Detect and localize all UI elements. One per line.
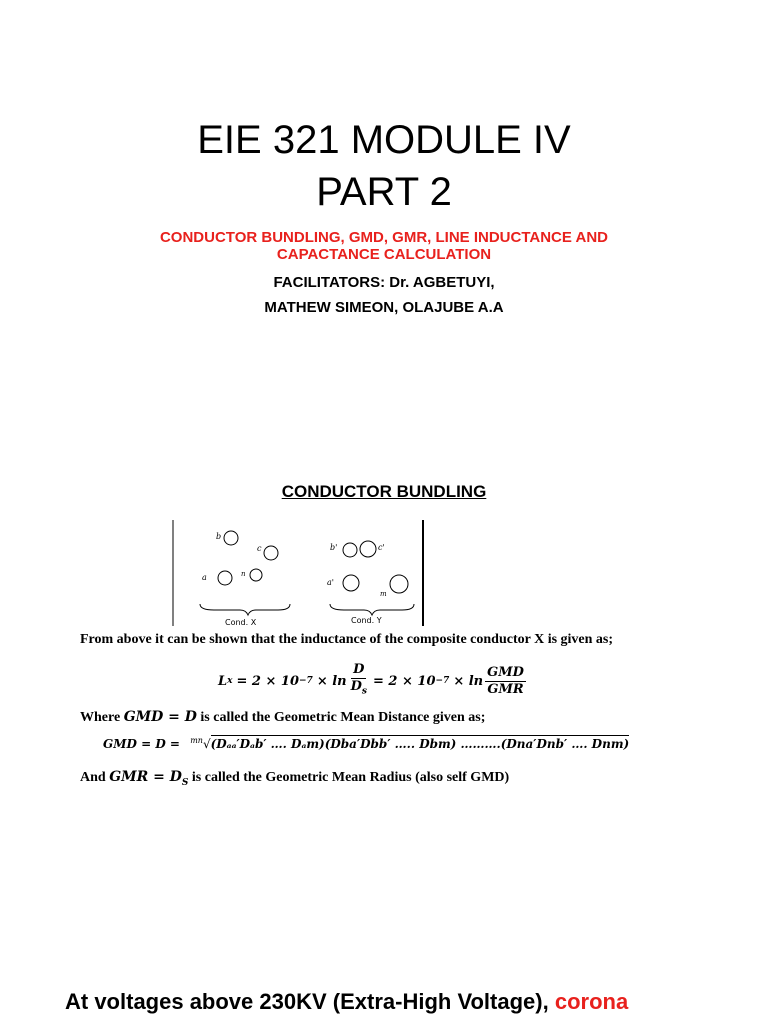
conductor-y-a (343, 575, 359, 591)
paragraph-gmd (80, 709, 485, 726)
label-x-b: b (216, 532, 222, 541)
conductor-y-c (360, 541, 376, 557)
p3-prefix: And (80, 770, 106, 785)
conductor-y-b (343, 543, 357, 557)
eq1-frac2-den: GMR (487, 681, 524, 697)
conductor-y-m (390, 575, 408, 593)
p3-math-main: GMR = D (109, 769, 182, 785)
p2-prefix: Where (80, 710, 121, 725)
paragraph-inductance: From above it can be shown that the inductance of the composite conductor X is given as; (80, 632, 614, 647)
eq1-frac1-den-main: D (350, 679, 362, 695)
label-y-a: a' (327, 578, 334, 587)
cond-y-label: Cond. Y (351, 616, 382, 625)
p3-math-sub: S (181, 777, 189, 788)
eq1-frac2-num: GMD (487, 664, 524, 680)
inductance-equation (218, 660, 528, 702)
cond-x-label: Cond. X (225, 618, 257, 627)
section-heading: CONDUCTOR BUNDLING (281, 482, 487, 501)
label-y-b: b' (330, 543, 338, 552)
brace-y (330, 604, 414, 615)
eq1-exp-2: −7 (435, 676, 450, 686)
eq2-radicand: (Dₐₐ′Dₐb′ …. Dₐm)(Dba′Dbb′ ….. Dbm) ……….(Dna′Dnb′ …. Dnm) (210, 737, 630, 751)
sqrt-icon: √ (202, 737, 211, 751)
label-x-n: n (241, 570, 246, 578)
conductor-bundle-diagram (168, 518, 438, 628)
bottom-text (65, 985, 765, 1019)
eq1-ln-1: × ln (316, 673, 347, 689)
p2-math: GMD = D (123, 709, 197, 725)
label-x-a: a (202, 573, 207, 582)
eq1-lhs-sub: x (227, 676, 233, 686)
subtitle: CONDUCTOR BUNDLING, GMD, GMR, LINE INDUCTANCE AND CAPACTANCE CALCULATION (159, 229, 609, 263)
eq1-part2: = 2 × 10 (373, 673, 436, 689)
label-y-c: c' (378, 543, 385, 552)
eq1-frac1-den-sub: s (361, 686, 367, 697)
eq1-part1: = 2 × 10 (236, 673, 300, 689)
conductor-x-n (250, 569, 262, 581)
conductor-x-a (218, 571, 232, 585)
facilitators-line-2: MATHEW SIMEON, OLAJUBE A.A (264, 299, 504, 316)
eq1-fraction-2 (485, 665, 526, 698)
eq1-fraction-1 (349, 662, 369, 700)
conductor-x-c (264, 546, 278, 560)
title-line-1: EIE 321 MODULE IV (197, 118, 571, 162)
eq1-lhs: L (218, 673, 228, 689)
paragraph-gmr (80, 769, 509, 788)
title-line-2: PART 2 (316, 170, 452, 214)
gmd-equation (103, 736, 629, 751)
eq1-frac1-num: D (353, 662, 365, 678)
brace-x (200, 604, 290, 615)
bottom-text-corona: corona (554, 989, 629, 1014)
eq2-lhs: GMD = D = (103, 737, 180, 751)
eq1-ln-2: × ln (453, 673, 484, 689)
p3-math (109, 769, 189, 788)
eq2-root-index: mn (190, 736, 203, 745)
bottom-text-start: At voltages above 230KV (Extra-High Voltage), (65, 989, 549, 1014)
eq1-exp: −7 (299, 676, 313, 686)
label-x-c: c (257, 544, 262, 553)
eq1-frac1-den (349, 679, 369, 700)
facilitators-line-1: FACILITATORS: Dr. AGBETUYI, (273, 274, 495, 291)
p3-suffix: is called the Geometric Mean Radius (also self GMD) (191, 770, 510, 785)
conductor-x-b (224, 531, 238, 545)
label-y-m: m (380, 590, 387, 598)
p2-suffix: is called the Geometric Mean Distance given as; (200, 710, 486, 725)
